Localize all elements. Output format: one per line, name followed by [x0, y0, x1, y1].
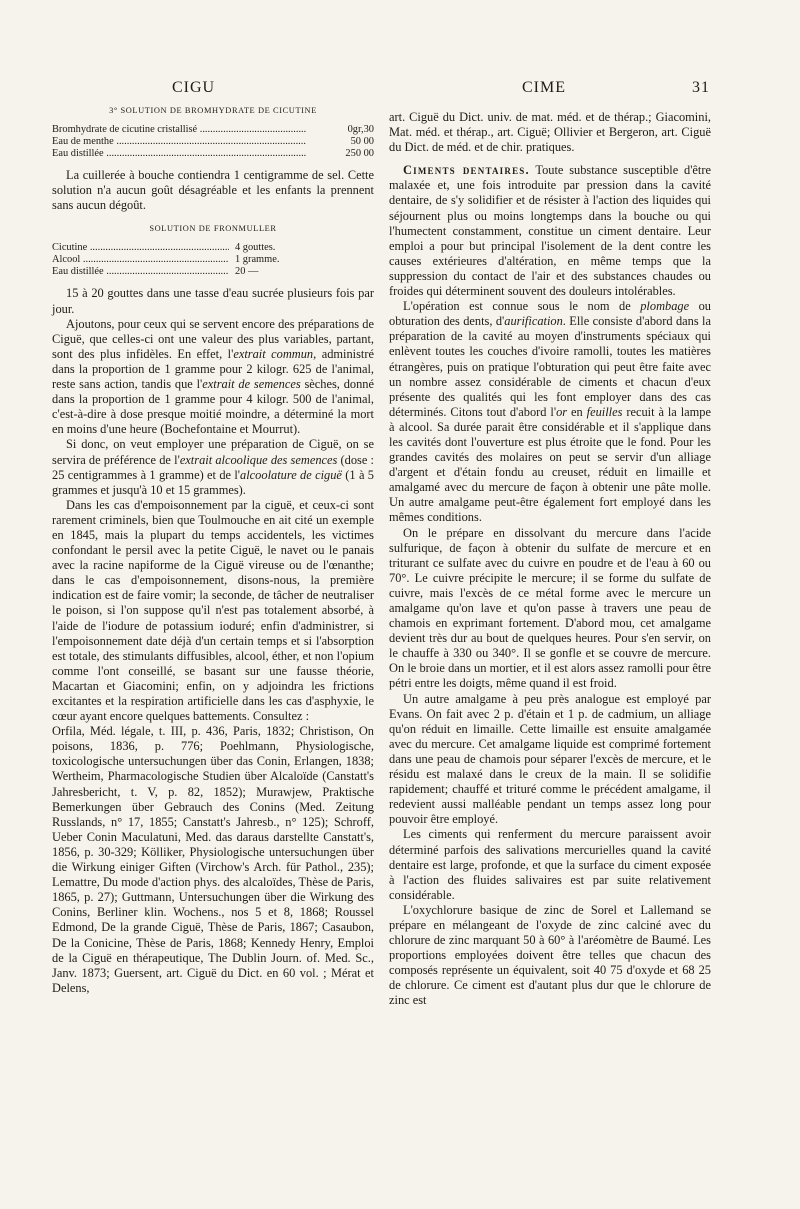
- paragraph: On le prépare en dissolvant du mercure dans l'acide sulfurique, de façon à obtenir du sulfate de mercure et en triturant ce sulfate avec du cuivre en poudre et de l'eau à 60 ou 70°. Le cuivre précipite le mercure; il se forme du sulfate de cuivre, mais l'excès de ce métal forme avec le mercure un amalgame qu'on lave et qu'on passe à travers une peau de chamois en exprimant fortement. D'abord mou, cet amalgame devient très dur au bout de quelques heures. Pour s'en servir, on le chauffe à 330 ou 340°. Il se gonfle et se couvre de mercure. On le broie dans un mortier, et il est alors assez ramolli pour être pétri entre les doigts, même quand il est froid.: [389, 525, 711, 691]
- bibliography: Orfila, Méd. légale, t. III, p. 436, Paris, 1832; Christison, On poisons, 1836, p. 776; Poehlmann, Physiologische, toxicologische untersuchungen über das Conin, Erlangen, 1838; Wertheim, Pharmacologische Studien über Alcaloïde (Canstatt's Jahresbericht, t. V, p. 82, 1852); Murawjew, Praktische Bemerkungen über Gebrauch des Conins (Med. Zeitung Russlands, n° 17, 1855; Canstatt's Jahresb., n° 125); Schroff, Ueber Conin Maculatuni, Med. das daraus darstellte Canstatt's, 1856, p. 30-329; Kölliker, Physiologische untersuchungen über die Wirkung einiger Giften (Virchow's Arch. für Pathol., 235); Lemattre, Du mode d'action phys. des alcaloïdes, Thèse de Paris, 1865, p. 27); Guttmann, Untersuchungen über die Wirkung des Conins, Berliner klin. Wochens., nos 5 et 8, 1868; Roussel Edmond, De la grande Ciguë, Thèse de Paris, 1867; Casaubon, De la Conicine, Thèse de Paris, 1868; Kennedy Henry, Emploi de la Ciguë en thérapeutique, The Dublin Journ. of. Med. Sc., Janv. 1873; Guersent, art. Ciguë du Dict. en 60 vol. ; Mérat et Delens,: [52, 724, 374, 995]
- solution-2-recipe: [52, 242, 287, 278]
- paragraph: La cuillerée à bouche contiendra 1 centigramme de sel. Cette solution n'a aucun goût désagréable et les enfants la prennent sans aucun dégoût.: [52, 168, 374, 213]
- paragraph: L'opération est connue sous le nom de plombage ou obturation des dents, d'aurification. Elle consiste d'abord dans la préparation de la cavité au moyen d'instruments spéciaux qui enlèvent toutes les couches d'ivoire ramolli, toutes les matières étrangères, puis on pratique l'obturation qui peut être faite avec un nombre assez considérable de ciments et chacun d'eux présente des qualités qui les font employer dans des cas déterminés. Citons tout d'abord l'or en feuilles recuit à la lampe à alcool. Sa durée parait être considérable et il s'applique dans les cavités dont l'ouverture est plus étroite que le fond. Pour les grandes cavités des molaires on peut se servir d'un alliage d'argent et d'étain fondu au creuset, réduit en limaille et amalgamé avec du mercure de façon à obtenir une pâte molle. Un autre amalgame peut-être également fort employé dans les mêmes conditions.: [389, 299, 711, 525]
- article-intro: Ciments dentaires. Toute substance susceptible d'être malaxée et, une fois introduite par pression dans la cavité dentaire, de s'y solidifier et de résister à l'action des liquides qui séjournent plus ou moins longtemps dans la bouche ou qui l'humectent constamment, constitue un ciment dentaire. Leur emploi a pour but principal l'isolement de la dent contre les causes extérieures d'altération, en même temps que la suppression du contact de l'air et des substances chaudes ou froides qui déterminent souvent des douleurs intolérables.: [389, 163, 711, 299]
- recipe-line: Cicutine ..... 4 gouttes.: [52, 242, 287, 254]
- article-heading: Ciments dentaires.: [403, 163, 530, 178]
- paragraph: Dans les cas d'empoisonnement par la ciguë, et ceux-ci sont rarement criminels, bien que Toulmouche en ait cité un exemple en 1845, mais la plupart du temps accidentels, les victimes confondant le persil avec la petite Ciguë, le navet ou le panais avec la racine napiforme de la Ciguë vireuse ou de l'œnanthe; dans le cas d'empoisonnement, disons-nous, la première indication est de faire vomir; la seconde, de tâcher de neutraliser le poison, si l'on suppose qu'il n'est pas totalement absorbé, à l'aide de l'iodure de potassium ioduré; enfin d'administrer, si l'empoisonnement date déjà d'un certain temps et si l'absorption est totale, des stimulants diffusibles, alcool, éther, et non l'opium comme l'ont conseillé, se basant sur une fausse théorie, Macartan et Giacomini; enfin, on y adjoindra les frictions excitantes et la respiration artificielle dans les cas d'asphyxie, le cœur ayant encore quelques battements. Consultez :: [52, 497, 374, 724]
- recipe-line: Eau distillée ..... 250 00: [52, 148, 374, 160]
- recipe-line: Bromhydrate de cicutine cristallisé ..... 0gr,30: [52, 124, 374, 136]
- running-head-right: CIME: [522, 79, 566, 96]
- recipe-line: Eau distillée ..... 20 —: [52, 266, 287, 278]
- solution-1-recipe: [52, 124, 374, 160]
- recipe-line: Alcool ..... 1 gramme.: [52, 254, 287, 266]
- paragraph: Ajoutons, pour ceux qui se servent encore des préparations de Ciguë, que celles-ci ont une valeur des plus variables, partant, sont des plus infidèles. En effet, l'extrait commun, administré dans la proportion de 1 gramme pour 2 kilogr. 625 de l'animal, reste sans action, tandis que l'extrait de semences sèches, donné dans la proportion de 1 gramme pour 4 kilogr. 500 de l'animal, c'est-à-dire à dose presque moitié moindre, a déterminé la mort en moins d'une heure (Bochefontaine et Mourrut).: [52, 316, 374, 437]
- paragraph: 15 à 20 gouttes dans une tasse d'eau sucrée plusieurs fois par jour.: [52, 286, 374, 316]
- solution-2-title: SOLUTION DE FRONMULLER: [149, 224, 277, 234]
- paragraph: Un autre amalgame à peu près analogue est employé par Evans. On fait avec 2 p. d'étain et 1 p. de cadmium, un alliage qu'on réduit en limaille. Cette limaille est ensuite amalgamée avec du mercure. Cet amalgame liquide est comprimé fortement dans une peau de chamois pour séparer l'excès de mercure, et le résidu est malaxé dans le creux de la main. Il se solidifie rapidement; chauffé et trituré comme le précédent amalgame, il redevient aussi malléable pendant un temps assez long pour pouvoir être employé.: [389, 691, 711, 827]
- recipe-line: Eau de menthe ..... 50 00: [52, 136, 374, 148]
- running-head-left: CIGU: [172, 79, 216, 96]
- paragraph: Les ciments qui renferment du mercure paraissent avoir déterminé parfois des salivations mercurielles quand la cavité dentaire est large, profonde, et que la surface du ciment exposée à l'action des fluides salivaires est par suite relativement considérable.: [389, 827, 711, 902]
- paragraph: L'oxychlorure basique de zinc de Sorel et Lallemand se prépare en mélangeant de l'oxyde de zinc calciné avec du chlorure de zinc marquant 50 à 60° à l'aréomètre de Baumé. Les proportions employées doivent être telles que chacun des composés représente un équivalent, soit 40 75 d'oxyde et 68 25 de chlorure. Ce ciment est d'autant plus dur que le chlorure de zinc est: [389, 902, 711, 1008]
- left-column: [52, 103, 374, 996]
- solution-1-title: 3° SOLUTION DE BROMHYDRATE DE CICUTINE: [109, 106, 317, 115]
- bibliography-continued: art. Ciguë du Dict. univ. de mat. méd. et de thérap.; Giacomini, Mat. méd. et thérap., art. Ciguë; Ollivier et Bergeron, art. Ciguë du Dict. de méd. et de chir. pratiques.: [389, 110, 711, 155]
- paragraph: Si donc, on veut employer une préparation de Ciguë, on se servira de préférence de l'extrait alcoolique des semences (dose : 25 centigrammes à 1 gramme) et de l'alcoolature de ciguë (1 à 5 grammes et jusqu'à 10 et 15 grammes).: [52, 437, 375, 497]
- page-number: 31: [692, 79, 710, 96]
- right-column: [389, 110, 711, 1009]
